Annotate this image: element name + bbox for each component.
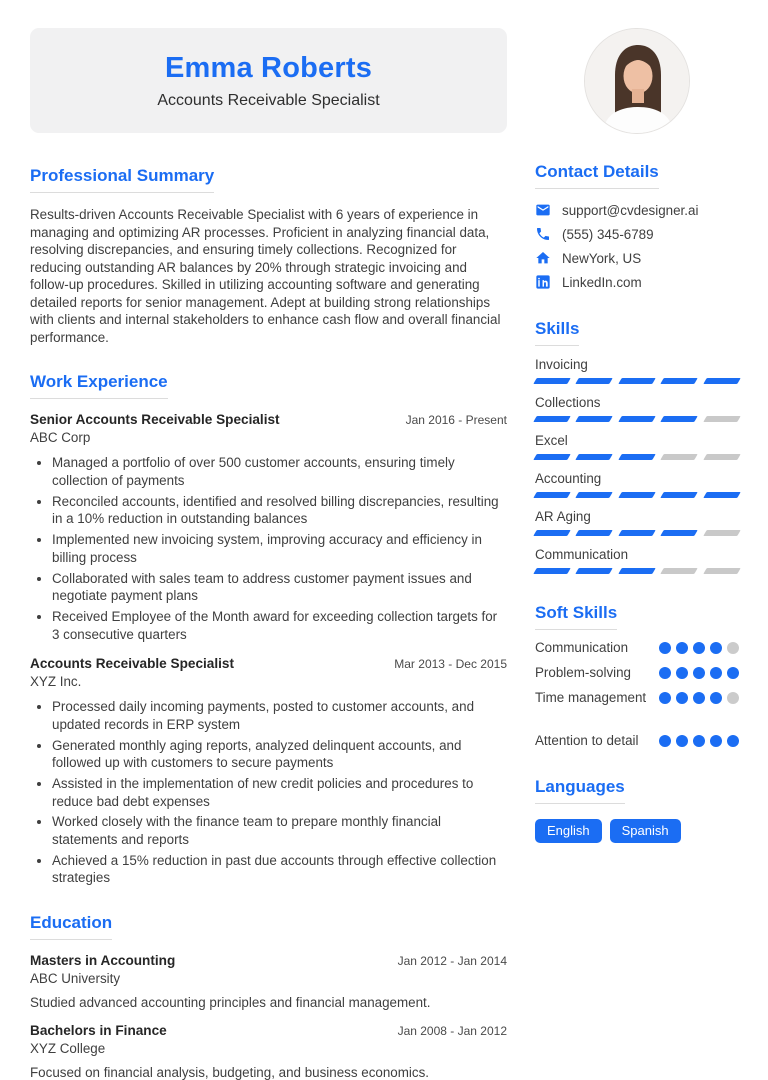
soft-skills-heading: Soft Skills — [535, 603, 617, 630]
rating-dot — [710, 642, 722, 654]
skill-bar-segment — [576, 492, 614, 498]
soft-skill-rating — [659, 642, 739, 654]
contact-item[interactable] — [535, 202, 739, 218]
rating-dot — [693, 735, 705, 747]
skill-bar-segment — [533, 454, 571, 460]
skill-bar-segment — [703, 530, 741, 536]
skill-item — [535, 395, 739, 422]
soft-skill-rating — [659, 735, 739, 747]
skill-level-bar — [535, 378, 739, 384]
rating-dot — [693, 692, 705, 704]
job-item — [30, 656, 507, 887]
contact-text[interactable]: support@cvdesigner.ai — [562, 202, 699, 218]
skills-section — [535, 319, 739, 574]
skill-bar-segment — [660, 416, 698, 422]
rating-dot — [710, 692, 722, 704]
contact-item — [535, 226, 739, 242]
job-header — [30, 412, 507, 427]
skill-item — [535, 547, 739, 574]
skill-bar-segment — [533, 416, 571, 422]
contact-text: NewYork, US — [562, 250, 642, 266]
job-dates: Jan 2016 - Present — [405, 413, 507, 428]
home-icon — [535, 250, 551, 266]
skill-bar-segment — [660, 492, 698, 498]
rating-dot — [693, 642, 705, 654]
job-title: Accounts Receivable Specialist — [30, 656, 234, 672]
job-title: Senior Accounts Receivable Specialist — [30, 412, 280, 428]
summary-text: Results-driven Accounts Receivable Specialist with 6 years of experience in managing and optimizing AR processes. Proficient in analyzing financial data, resolving discrepancies, and ensuring timely collections. Recognized for reducing outstanding AR balances by 20% through strategic invoicing and follow-up procedures. Skilled in utilizing accounting software and generating detailed reports for senior management. Adept at building strong relationships with clients and internal stakeholders to enhance cash flow and overall financial performance. — [30, 207, 501, 345]
rating-dot — [659, 735, 671, 747]
phone-icon — [535, 226, 551, 242]
skill-bar-segment — [660, 454, 698, 460]
rating-dot — [676, 692, 688, 704]
education-item — [30, 1023, 507, 1080]
skill-item — [535, 433, 739, 460]
photo-wrapper — [535, 28, 739, 134]
job-bullet: • Collaborated with sales team to address customer payment issues and negotiate payment plans — [52, 570, 507, 605]
skill-bar-segment — [618, 416, 656, 422]
contact-text: (555) 345-6789 — [562, 226, 654, 242]
rating-dot — [710, 667, 722, 679]
candidate-name: Emma Roberts — [164, 51, 373, 84]
skill-bar-segment — [533, 568, 571, 574]
rating-dot — [659, 642, 671, 654]
work-experience-heading: Work Experience — [30, 372, 168, 399]
soft-skill-item — [535, 733, 739, 748]
education-description: Focused on financial analysis, budgeting, and business economics. — [30, 1065, 429, 1080]
education-heading: Education — [30, 913, 112, 940]
candidate-title: Accounts Receivable Specialist — [157, 91, 380, 109]
job-bullet: • Generated monthly aging reports, analyzed delinquent accounts, and followed up with customers to secure payments — [52, 737, 507, 772]
job-bullet: • Implemented new invoicing system, improving accuracy and efficiency in billing process — [52, 531, 507, 566]
job-bullet-list — [30, 698, 507, 887]
skill-bar-segment — [576, 416, 614, 422]
contact-text[interactable]: LinkedIn.com — [562, 274, 642, 290]
summary-section — [30, 166, 507, 346]
language-chip[interactable]: English — [535, 819, 602, 843]
soft-skills-section — [535, 603, 739, 748]
soft-skill-label: Communication — [535, 640, 629, 655]
email-icon — [535, 202, 551, 218]
soft-skill-label: Problem-solving — [535, 665, 632, 680]
soft-skill-label: Time management — [535, 690, 647, 705]
resume-header — [30, 28, 507, 133]
skill-level-bar — [535, 416, 739, 422]
skill-item — [535, 471, 739, 498]
contact-item — [535, 250, 739, 266]
school-name: XYZ College — [30, 1041, 106, 1057]
skill-level-bar — [535, 568, 739, 574]
job-bullet: • Managed a portfolio of over 500 customer accounts, ensuring timely collection of payments — [52, 454, 507, 489]
rating-dot — [710, 735, 722, 747]
rating-dot — [727, 692, 739, 704]
summary-heading: Professional Summary — [30, 166, 214, 193]
skill-bar-segment — [618, 568, 656, 574]
main-column — [30, 28, 507, 1080]
education-description: Studied advanced accounting principles and financial management. — [30, 995, 431, 1011]
contact-item[interactable] — [535, 274, 739, 290]
rating-dot — [659, 667, 671, 679]
skill-item — [535, 509, 739, 536]
linkedin-icon — [535, 274, 551, 290]
job-company: XYZ Inc. — [30, 674, 82, 690]
soft-skill-rating — [659, 692, 739, 704]
job-bullet: • Assisted in the implementation of new credit policies and procedures to reduce bad debt expenses — [52, 775, 507, 810]
skill-bar-segment — [618, 530, 656, 536]
skill-bar-segment — [533, 492, 571, 498]
skill-bar-segment — [618, 492, 656, 498]
job-bullet: • Achieved a 15% reduction in past due accounts through effective collection strategies — [52, 852, 507, 887]
skill-bar-segment — [576, 454, 614, 460]
languages-list — [535, 819, 739, 843]
skill-label: Communication — [535, 547, 629, 562]
rating-dot — [676, 735, 688, 747]
rating-dot — [676, 667, 688, 679]
skill-label: Accounting — [535, 471, 602, 486]
soft-skill-item — [535, 690, 739, 705]
degree-title: Masters in Accounting — [30, 953, 176, 969]
education-dates: Jan 2008 - Jan 2012 — [397, 1024, 507, 1039]
skill-label: Collections — [535, 395, 601, 410]
skills-heading: Skills — [535, 319, 579, 346]
education-header — [30, 953, 507, 968]
job-item — [30, 412, 507, 643]
job-bullet: • Worked closely with the finance team to prepare monthly financial statements and reports — [52, 813, 507, 848]
skill-bar-segment — [576, 530, 614, 536]
education-header — [30, 1023, 507, 1038]
skill-bar-segment — [660, 568, 698, 574]
skill-level-bar — [535, 492, 739, 498]
sidebar — [535, 28, 739, 1080]
skill-item — [535, 357, 739, 384]
jobs-list — [30, 412, 507, 887]
contact-heading: Contact Details — [535, 162, 659, 189]
soft-skill-label: Attention to detail — [535, 733, 639, 748]
skill-label: Excel — [535, 433, 568, 448]
skill-level-bar — [535, 454, 739, 460]
rating-dot — [693, 667, 705, 679]
job-company: ABC Corp — [30, 430, 91, 446]
school-name: ABC University — [30, 971, 121, 987]
rating-dot — [676, 642, 688, 654]
skill-level-bar — [535, 530, 739, 536]
soft-skills-list — [535, 640, 739, 748]
skill-bar-segment — [660, 378, 698, 384]
job-bullet: • Reconciled accounts, identified and resolved billing discrepancies, resulting in a 10% reduction in outstanding balances — [52, 493, 507, 528]
skill-bar-segment — [660, 530, 698, 536]
skill-label: AR Aging — [535, 509, 591, 524]
skill-bar-segment — [618, 378, 656, 384]
skill-bar-segment — [703, 568, 741, 574]
job-dates: Mar 2013 - Dec 2015 — [394, 657, 507, 672]
languages-heading: Languages — [535, 777, 625, 804]
skill-bar-segment — [703, 454, 741, 460]
job-bullet: • Received Employee of the Month award for exceeding collection targets for 3 consecutive quarters — [52, 608, 507, 643]
languages-section — [535, 777, 739, 843]
job-bullet-list — [30, 454, 507, 643]
work-experience-section — [30, 372, 507, 887]
profile-photo — [584, 28, 690, 134]
rating-dot — [727, 735, 739, 747]
education-dates: Jan 2012 - Jan 2014 — [397, 954, 507, 969]
soft-skill-rating — [659, 667, 739, 679]
skill-bar-segment — [618, 454, 656, 460]
skill-label: Invoicing — [535, 357, 588, 372]
education-section — [30, 913, 507, 1080]
skill-bar-segment — [703, 416, 741, 422]
skills-list — [535, 357, 739, 574]
skill-bar-segment — [576, 378, 614, 384]
degree-title: Bachelors in Finance — [30, 1023, 167, 1039]
skill-bar-segment — [703, 492, 741, 498]
skill-bar-segment — [533, 530, 571, 536]
contact-list — [535, 202, 739, 290]
rating-dot — [659, 692, 671, 704]
soft-skill-item — [535, 665, 739, 680]
job-bullet: • Processed daily incoming payments, posted to customer accounts, and updated records in ERP system — [52, 698, 507, 733]
job-header — [30, 656, 507, 671]
education-item — [30, 953, 507, 1010]
skill-bar-segment — [576, 568, 614, 574]
skill-bar-segment — [533, 378, 571, 384]
contact-section — [535, 162, 739, 290]
rating-dot — [727, 667, 739, 679]
avatar-illustration — [585, 29, 690, 134]
language-chip[interactable]: Spanish — [610, 819, 681, 843]
skill-bar-segment — [703, 378, 741, 384]
rating-dot — [727, 642, 739, 654]
education-list — [30, 953, 507, 1080]
soft-skill-item — [535, 640, 739, 655]
